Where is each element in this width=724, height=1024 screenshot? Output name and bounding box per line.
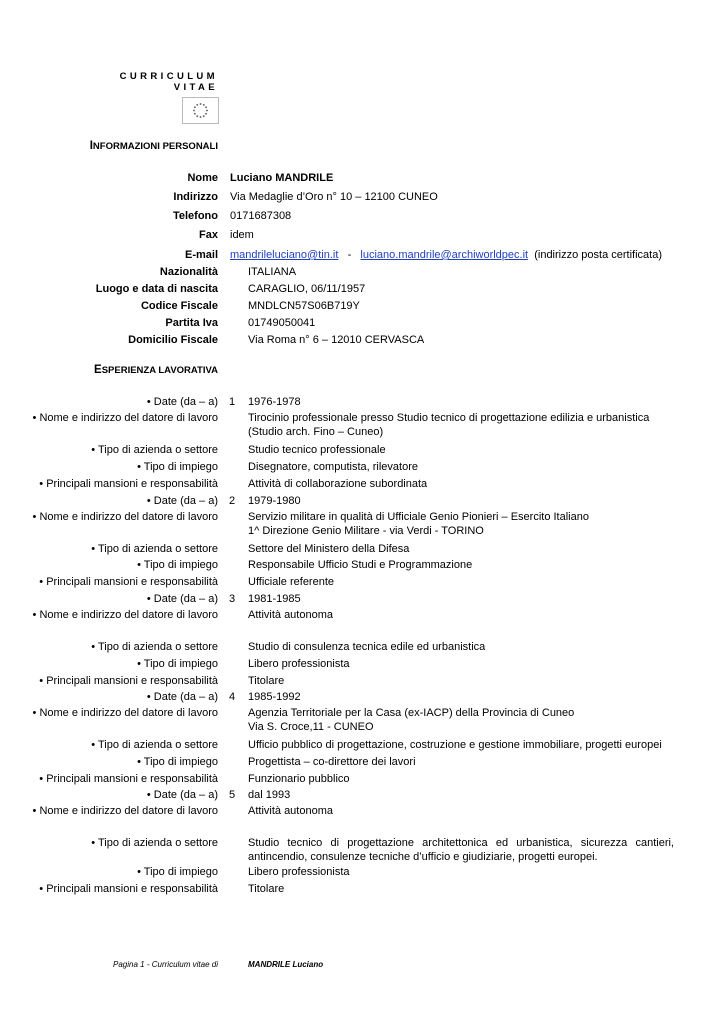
job-date: 1976-1978 xyxy=(248,396,301,408)
job-date-label: • Date (da – a) xyxy=(146,691,218,703)
job-employer-line1: Servizio militare in qualità di Ufficiale Genio Pionieri – Esercito Italiano xyxy=(248,511,589,523)
job-employer-label: • Nome e indirizzo del datore di lavoro xyxy=(32,412,218,424)
job-number: 5 xyxy=(229,789,236,801)
job-sector: Ufficio pubblico di progettazione, costruzione e gestione immobiliare, progetti europei xyxy=(248,739,662,751)
nascita-value: CARAGLIO, 06/11/1957 xyxy=(248,283,366,295)
job-duties: Titolare xyxy=(248,675,285,687)
indirizzo-value: Via Medaglie d’Oro n° 10 – 12100 CUNEO xyxy=(230,191,438,203)
fax-label: Fax xyxy=(199,229,218,241)
job-sector-label: • Tipo di azienda o settore xyxy=(91,543,218,555)
job-sector-label: • Tipo di azienda o settore xyxy=(91,444,218,456)
job-employer-line1: Attività autonoma xyxy=(248,805,333,817)
job-date-label: • Date (da – a) xyxy=(146,593,218,605)
job-employer-line2: (Studio arch. Fino – Cuneo) xyxy=(248,426,384,438)
job-type-label: • Tipo di impiego xyxy=(137,756,218,768)
job-employer-label: • Nome e indirizzo del datore di lavoro xyxy=(32,511,218,523)
job-sector-label: • Tipo di azienda o settore xyxy=(91,739,218,751)
job-duties: Attività di collaborazione subordinata xyxy=(248,478,428,490)
nome-label: Nome xyxy=(187,172,218,184)
footer-page-info: Pagina 1 - Curriculum vitae di xyxy=(113,960,218,969)
job-duties-label: • Principali mansioni e responsabilità xyxy=(39,478,218,490)
nazionalita-label: Nazionalità xyxy=(159,266,218,278)
job-date: 1979-1980 xyxy=(248,495,301,507)
job-type: Libero professionista xyxy=(248,866,350,878)
domicilio-label: Domicilio Fiscale xyxy=(128,334,218,346)
nascita-label: Luogo e data di nascita xyxy=(95,283,218,295)
job-type-label: • Tipo di impiego xyxy=(137,559,218,571)
job-employer-line2: 1^ Direzione Genio Militare - via Verdi - TORINO xyxy=(248,525,484,537)
indirizzo-label: Indirizzo xyxy=(173,191,218,203)
job-duties-label: • Principali mansioni e responsabilità xyxy=(39,675,218,687)
job-duties-label: • Principali mansioni e responsabilità xyxy=(39,576,218,588)
job-type-label: • Tipo di impiego xyxy=(137,658,218,670)
job-sector: Studio tecnico professionale xyxy=(248,444,386,456)
job-employer-label: • Nome e indirizzo del datore di lavoro xyxy=(32,707,218,719)
job-number: 4 xyxy=(229,691,236,703)
email-link-primary[interactable]: mandrileluciano@tin.it xyxy=(230,249,339,261)
job-duties: Ufficiale referente xyxy=(248,576,335,588)
job-duties-label: • Principali mansioni e responsabilità xyxy=(39,883,218,895)
job-duties: Titolare xyxy=(248,883,285,895)
job-duties-label: • Principali mansioni e responsabilità xyxy=(39,773,218,785)
job-date: dal 1993 xyxy=(248,789,291,801)
job-type-label: • Tipo di impiego xyxy=(137,461,218,473)
job-sector: Settore del Ministero della Difesa xyxy=(248,543,410,555)
partita-iva-label: Partita Iva xyxy=(165,317,218,329)
job-date-label: • Date (da – a) xyxy=(146,396,218,408)
eu-flag-icon xyxy=(182,97,219,124)
job-duties: Funzionario pubblico xyxy=(248,773,350,785)
job-number: 1 xyxy=(229,396,236,408)
job-type: Libero professionista xyxy=(248,658,350,670)
job-employer-line2: Via S. Croce,11 - CUNEO xyxy=(248,721,374,733)
job-employer-label: • Nome e indirizzo del datore di lavoro xyxy=(32,609,218,621)
job-type: Progettista – co-direttore dei lavori xyxy=(248,756,416,768)
job-number: 2 xyxy=(229,495,236,507)
fax-value: idem xyxy=(230,229,254,241)
email-row xyxy=(230,248,662,262)
codice-fiscale-label: Codice Fiscale xyxy=(140,300,218,312)
job-type-label: • Tipo di impiego xyxy=(137,866,218,878)
job-date: 1981-1985 xyxy=(248,593,301,605)
cv-title: CURRICULUM VITAE xyxy=(119,71,218,93)
job-sector-label: • Tipo di azienda o settore xyxy=(91,837,218,849)
email-label: E-mail xyxy=(184,249,218,261)
partita-iva-value: 01749050041 xyxy=(248,317,316,329)
job-employer-line1: Agenzia Territoriale per la Casa (ex-IACP) della Provincia di Cuneo xyxy=(248,707,575,719)
email-separator: - xyxy=(347,249,352,261)
job-date-label: • Date (da – a) xyxy=(146,495,218,507)
telefono-value: 0171687308 xyxy=(230,210,292,222)
email-link-certified[interactable]: luciano.mandrile@archiworldpec.it xyxy=(360,249,529,261)
telefono-label: Telefono xyxy=(172,210,218,222)
section-work-title: ESPERIENZA LAVORATIVA xyxy=(94,364,218,376)
page-number: 1 xyxy=(140,960,145,969)
email-note: (indirizzo posta certificata) xyxy=(534,249,662,261)
job-sector: Studio di consulenza tecnica edile ed urbanistica xyxy=(248,641,486,653)
footer-name: MANDRILE Luciano xyxy=(248,960,324,969)
job-employer-line1: Attività autonoma xyxy=(248,609,333,621)
job-sector-label: • Tipo di azienda o settore xyxy=(91,641,218,653)
job-type: Disegnatore, computista, rilevatore xyxy=(248,461,418,473)
codice-fiscale-value: MNDLCN57S06B719Y xyxy=(248,300,360,312)
job-number: 3 xyxy=(229,593,236,605)
nazionalita-value: ITALIANA xyxy=(248,266,297,278)
job-employer-line1: Tirocinio professionale presso Studio tecnico di progettazione edilizia e urbanistica xyxy=(248,412,650,424)
job-employer-label: • Nome e indirizzo del datore di lavoro xyxy=(32,805,218,817)
job-type: Responsabile Ufficio Studi e Programmazione xyxy=(248,559,473,571)
domicilio-value: Via Roma n° 6 – 12010 CERVASCA xyxy=(248,334,425,346)
job-date: 1985-1992 xyxy=(248,691,301,703)
section-personal-title: INFORMAZIONI PERSONALI xyxy=(89,140,218,152)
job-sector: Studio tecnico di progettazione architettonica ed urbanistica, sicurezza cantieri, antincendio, consulenze tecniche d’ufficio e giudiziarie, progetti europei. xyxy=(248,837,674,863)
nome-value: Luciano MANDRILE xyxy=(230,172,334,184)
job-date-label: • Date (da – a) xyxy=(146,789,218,801)
